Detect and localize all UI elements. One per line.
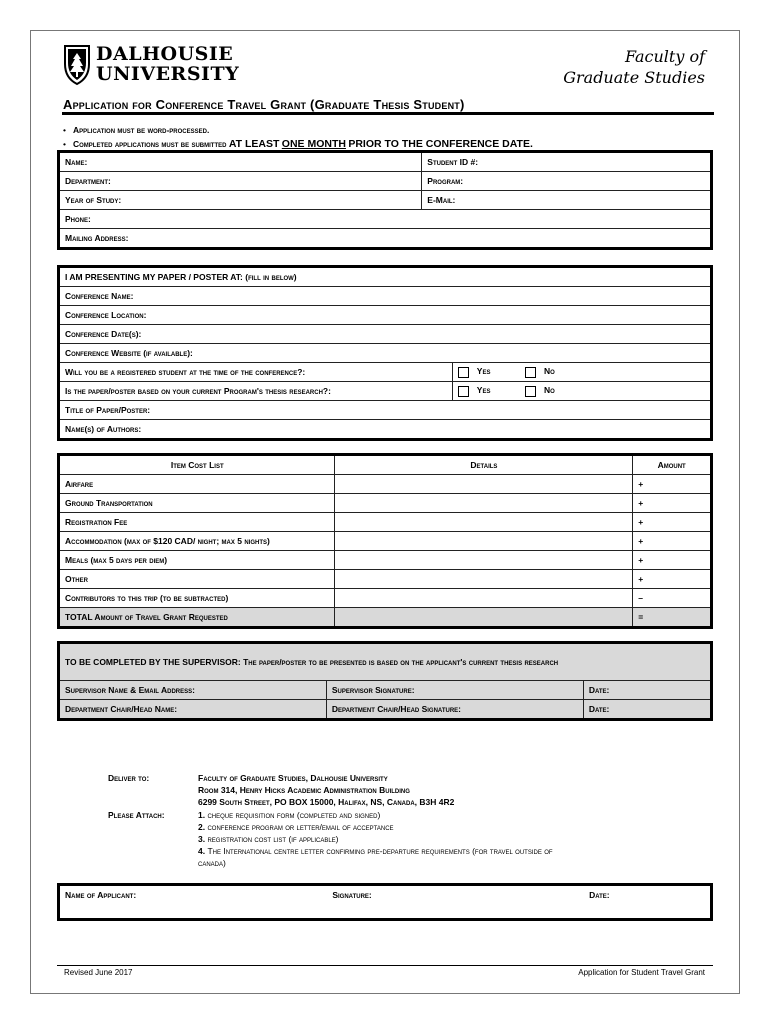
student-id-label: Student ID #: bbox=[427, 157, 479, 167]
paper-title-field[interactable] bbox=[59, 401, 712, 420]
conference-location-field[interactable] bbox=[59, 306, 712, 325]
cost-item-label: Meals (max 5 days per diem) bbox=[59, 551, 335, 570]
cost-row bbox=[59, 551, 712, 570]
amount-sign: + bbox=[638, 555, 644, 565]
attachment-text: registration cost list (if applicable) bbox=[207, 834, 339, 844]
supervisor-header bbox=[59, 643, 712, 681]
supervisor-header-note: The paper/poster to be presented is based on the applicant's current thesis research bbox=[243, 657, 559, 667]
total-amount-field[interactable] bbox=[633, 608, 712, 628]
name-field[interactable] bbox=[59, 152, 422, 172]
supervisor-header-text: TO BE COMPLETED BY THE SUPERVISOR: bbox=[65, 657, 241, 667]
supervisor-name-field[interactable] bbox=[59, 681, 327, 700]
year-of-study-label: Year of Study: bbox=[65, 195, 122, 205]
cost-amount-field[interactable] bbox=[633, 551, 712, 570]
cost-item-label: Ground Transportation bbox=[59, 494, 335, 513]
conference-location-label: Conference Location: bbox=[65, 310, 147, 320]
attachment-text: cheque requisition form (completed and signed) bbox=[207, 810, 381, 820]
mailing-address-field[interactable] bbox=[59, 229, 712, 249]
thesis-based-question bbox=[59, 382, 453, 401]
thesis-based-label: Is the paper/poster based on your current Program's thesis research?: bbox=[65, 386, 331, 396]
date-label: Date: bbox=[588, 704, 610, 714]
checkbox-icon[interactable] bbox=[458, 367, 469, 378]
attachment-number: 3. bbox=[198, 834, 206, 844]
bullet-icon: • bbox=[63, 125, 66, 135]
amount-sign: + bbox=[638, 517, 644, 527]
cost-amount-field[interactable] bbox=[633, 532, 712, 551]
attachment-number: 1. bbox=[198, 810, 206, 820]
authors-label: Name(s) of Authors: bbox=[65, 424, 142, 434]
email-label: E-Mail: bbox=[427, 195, 456, 205]
cost-row bbox=[59, 513, 712, 532]
yes-label: Yes bbox=[476, 385, 491, 396]
conference-dates-label: Conference Date(s): bbox=[65, 329, 142, 339]
date-label: Date: bbox=[588, 685, 610, 695]
dalhousie-crest-icon bbox=[63, 44, 91, 91]
registered-student-question bbox=[59, 363, 453, 382]
supervisor-date-field[interactable] bbox=[583, 681, 711, 700]
no-label: No bbox=[544, 385, 555, 396]
supervisor-signature-field[interactable] bbox=[326, 681, 583, 700]
instruction-2-suffix: PRIOR TO THE CONFERENCE DATE. bbox=[348, 138, 533, 150]
page-title: Application for Conference Travel Grant (Graduate Thesis Student) bbox=[63, 97, 465, 112]
instruction-2-prefix: Completed applications must be submitted bbox=[73, 139, 227, 149]
instruction-2 bbox=[63, 137, 533, 151]
date-label: Date: bbox=[589, 890, 610, 900]
cost-amount-field[interactable] bbox=[633, 589, 712, 608]
amount-sign: + bbox=[638, 498, 644, 508]
university-wordmark bbox=[96, 44, 239, 84]
cost-row bbox=[59, 570, 712, 589]
title-divider bbox=[62, 112, 714, 115]
cost-item-label: Accommodation (max of $120 CAD/ night; max 5 nights) bbox=[59, 532, 335, 551]
total-sign: = bbox=[638, 612, 644, 622]
applicant-signature-field[interactable] bbox=[327, 885, 584, 920]
email-field[interactable] bbox=[422, 191, 712, 210]
cost-amount-field[interactable] bbox=[633, 513, 712, 532]
conference-website-label: Conference Website (if available): bbox=[65, 348, 193, 358]
attachment-2 bbox=[198, 821, 698, 833]
no-label: No bbox=[544, 366, 555, 377]
cost-table bbox=[57, 453, 713, 629]
phone-label: Phone: bbox=[65, 214, 91, 224]
faculty-name bbox=[563, 46, 705, 88]
faculty-line-1: Faculty of bbox=[624, 47, 705, 66]
supervisor-table bbox=[57, 641, 713, 721]
attachment-3 bbox=[198, 833, 698, 845]
phone-field[interactable] bbox=[59, 210, 712, 229]
supervisor-signature-label: Supervisor Signature: bbox=[331, 685, 415, 695]
signature-label: Signature: bbox=[332, 890, 372, 900]
conference-header-text: I AM PRESENTING MY PAPER / POSTER AT: bbox=[65, 272, 243, 282]
checkbox-icon[interactable] bbox=[458, 386, 469, 397]
year-of-study-field[interactable] bbox=[59, 191, 422, 210]
supervisor-name-label: Supervisor Name & Email Address: bbox=[65, 685, 195, 695]
registered-no-option[interactable] bbox=[520, 363, 711, 382]
amount-header: Amount bbox=[633, 455, 712, 475]
amount-sign: + bbox=[638, 479, 644, 489]
checkbox-icon[interactable] bbox=[525, 367, 536, 378]
conference-header bbox=[59, 267, 712, 287]
conference-info-table bbox=[57, 265, 713, 441]
total-label: TOTAL Amount of Travel Grant Requested bbox=[59, 608, 335, 628]
chair-signature-field[interactable] bbox=[326, 700, 583, 720]
total-details-field[interactable] bbox=[335, 608, 633, 628]
cost-item-label: Airfare bbox=[59, 475, 335, 494]
address-line-1: Faculty of Graduate Studies, Dalhousie University bbox=[198, 773, 388, 783]
cost-row bbox=[59, 494, 712, 513]
footer-revision: Revised June 2017 bbox=[64, 968, 133, 977]
instruction-1 bbox=[63, 123, 533, 137]
cost-details-field[interactable] bbox=[335, 570, 633, 589]
paper-title-label: Title of Paper/Poster: bbox=[65, 405, 151, 415]
please-attach-label: Please Attach: bbox=[108, 810, 165, 820]
applicant-signoff-table bbox=[57, 883, 713, 921]
applicant-date-field[interactable] bbox=[584, 885, 711, 920]
checkbox-icon[interactable] bbox=[525, 386, 536, 397]
name-label: Name: bbox=[65, 157, 88, 167]
chair-name-label: Department Chair/Head Name: bbox=[65, 704, 178, 714]
footer-divider bbox=[57, 965, 713, 966]
amount-sign: – bbox=[638, 593, 644, 603]
amount-sign: + bbox=[638, 574, 644, 584]
program-label: Program: bbox=[427, 176, 464, 186]
chair-name-field[interactable] bbox=[59, 700, 327, 720]
thesis-yes-option[interactable] bbox=[452, 382, 520, 401]
cost-details-field[interactable] bbox=[335, 532, 633, 551]
cost-item-label: Registration Fee bbox=[59, 513, 335, 532]
instruction-2-underline: ONE MONTH bbox=[281, 138, 346, 150]
chair-signature-label: Department Chair/Head Signature: bbox=[331, 704, 461, 714]
student-id-field[interactable] bbox=[422, 152, 712, 172]
conference-header-note: (fill in below) bbox=[245, 272, 297, 282]
conference-name-label: Conference Name: bbox=[65, 291, 134, 301]
registered-yes-option[interactable] bbox=[452, 363, 520, 382]
department-field[interactable] bbox=[59, 172, 422, 191]
attachment-4 bbox=[198, 845, 698, 857]
details-header: Details bbox=[335, 455, 633, 475]
cost-item-label: Other bbox=[59, 570, 335, 589]
conference-website-field[interactable] bbox=[59, 344, 712, 363]
attachment-1 bbox=[198, 809, 698, 821]
cost-details-field[interactable] bbox=[335, 513, 633, 532]
address-line-3: 6299 South Street, PO BOX 15000, Halifax, NS, Canada, B3H 4R2 bbox=[198, 797, 455, 807]
department-label: Department: bbox=[65, 176, 111, 186]
thesis-no-option[interactable] bbox=[520, 382, 711, 401]
university-line-1: DALHOUSIE bbox=[96, 43, 234, 65]
cost-details-field[interactable] bbox=[335, 589, 633, 608]
attachment-number: 4. bbox=[198, 846, 206, 856]
cost-row bbox=[59, 589, 712, 608]
chair-date-field[interactable] bbox=[583, 700, 711, 720]
attachment-text: conference program or letter/email of acceptance bbox=[207, 822, 394, 832]
registered-student-label: Will you be a registered student at the time of the conference?: bbox=[65, 367, 306, 377]
cost-details-field[interactable] bbox=[335, 475, 633, 494]
instruction-1-text: Application must be word-processed. bbox=[73, 125, 210, 135]
applicant-name-field[interactable] bbox=[59, 885, 328, 920]
faculty-line-2: Graduate Studies bbox=[563, 68, 705, 87]
cost-amount-field[interactable] bbox=[633, 570, 712, 589]
instruction-2-emphasis: AT LEAST bbox=[228, 138, 280, 150]
instructions-list bbox=[63, 123, 533, 151]
conference-name-field[interactable] bbox=[59, 287, 712, 306]
program-field[interactable] bbox=[422, 172, 712, 191]
cost-row bbox=[59, 532, 712, 551]
mailing-address-label: Mailing Address: bbox=[65, 233, 129, 243]
attachment-number: 2. bbox=[198, 822, 206, 832]
item-cost-header: Item Cost List bbox=[59, 455, 335, 475]
cost-amount-field[interactable] bbox=[633, 494, 712, 513]
yes-label: Yes bbox=[476, 366, 491, 377]
total-row bbox=[59, 608, 712, 628]
cost-row bbox=[59, 475, 712, 494]
attachment-text: The International centre letter confirming pre-departure requirements (for travel outside of bbox=[207, 846, 553, 856]
address-line-2: Room 314, Henry Hicks Academic Administration Building bbox=[198, 785, 410, 795]
university-line-2: UNIVERSITY bbox=[96, 63, 240, 85]
cost-item-label: Contributors to this trip (to be subtracted) bbox=[59, 589, 335, 608]
conference-dates-field[interactable] bbox=[59, 325, 712, 344]
cost-details-field[interactable] bbox=[335, 551, 633, 570]
applicant-name-label: Name of Applicant: bbox=[65, 890, 137, 900]
footer-form-name: Application for Student Travel Grant bbox=[578, 968, 705, 977]
deliver-to-label: Deliver to: bbox=[108, 773, 150, 783]
applicant-info-table bbox=[57, 150, 713, 250]
bullet-icon: • bbox=[63, 139, 66, 149]
amount-sign: + bbox=[638, 536, 644, 546]
attachment-4-continued: canada) bbox=[198, 858, 226, 868]
authors-field[interactable] bbox=[59, 420, 712, 440]
cost-details-field[interactable] bbox=[335, 494, 633, 513]
cost-amount-field[interactable] bbox=[633, 475, 712, 494]
